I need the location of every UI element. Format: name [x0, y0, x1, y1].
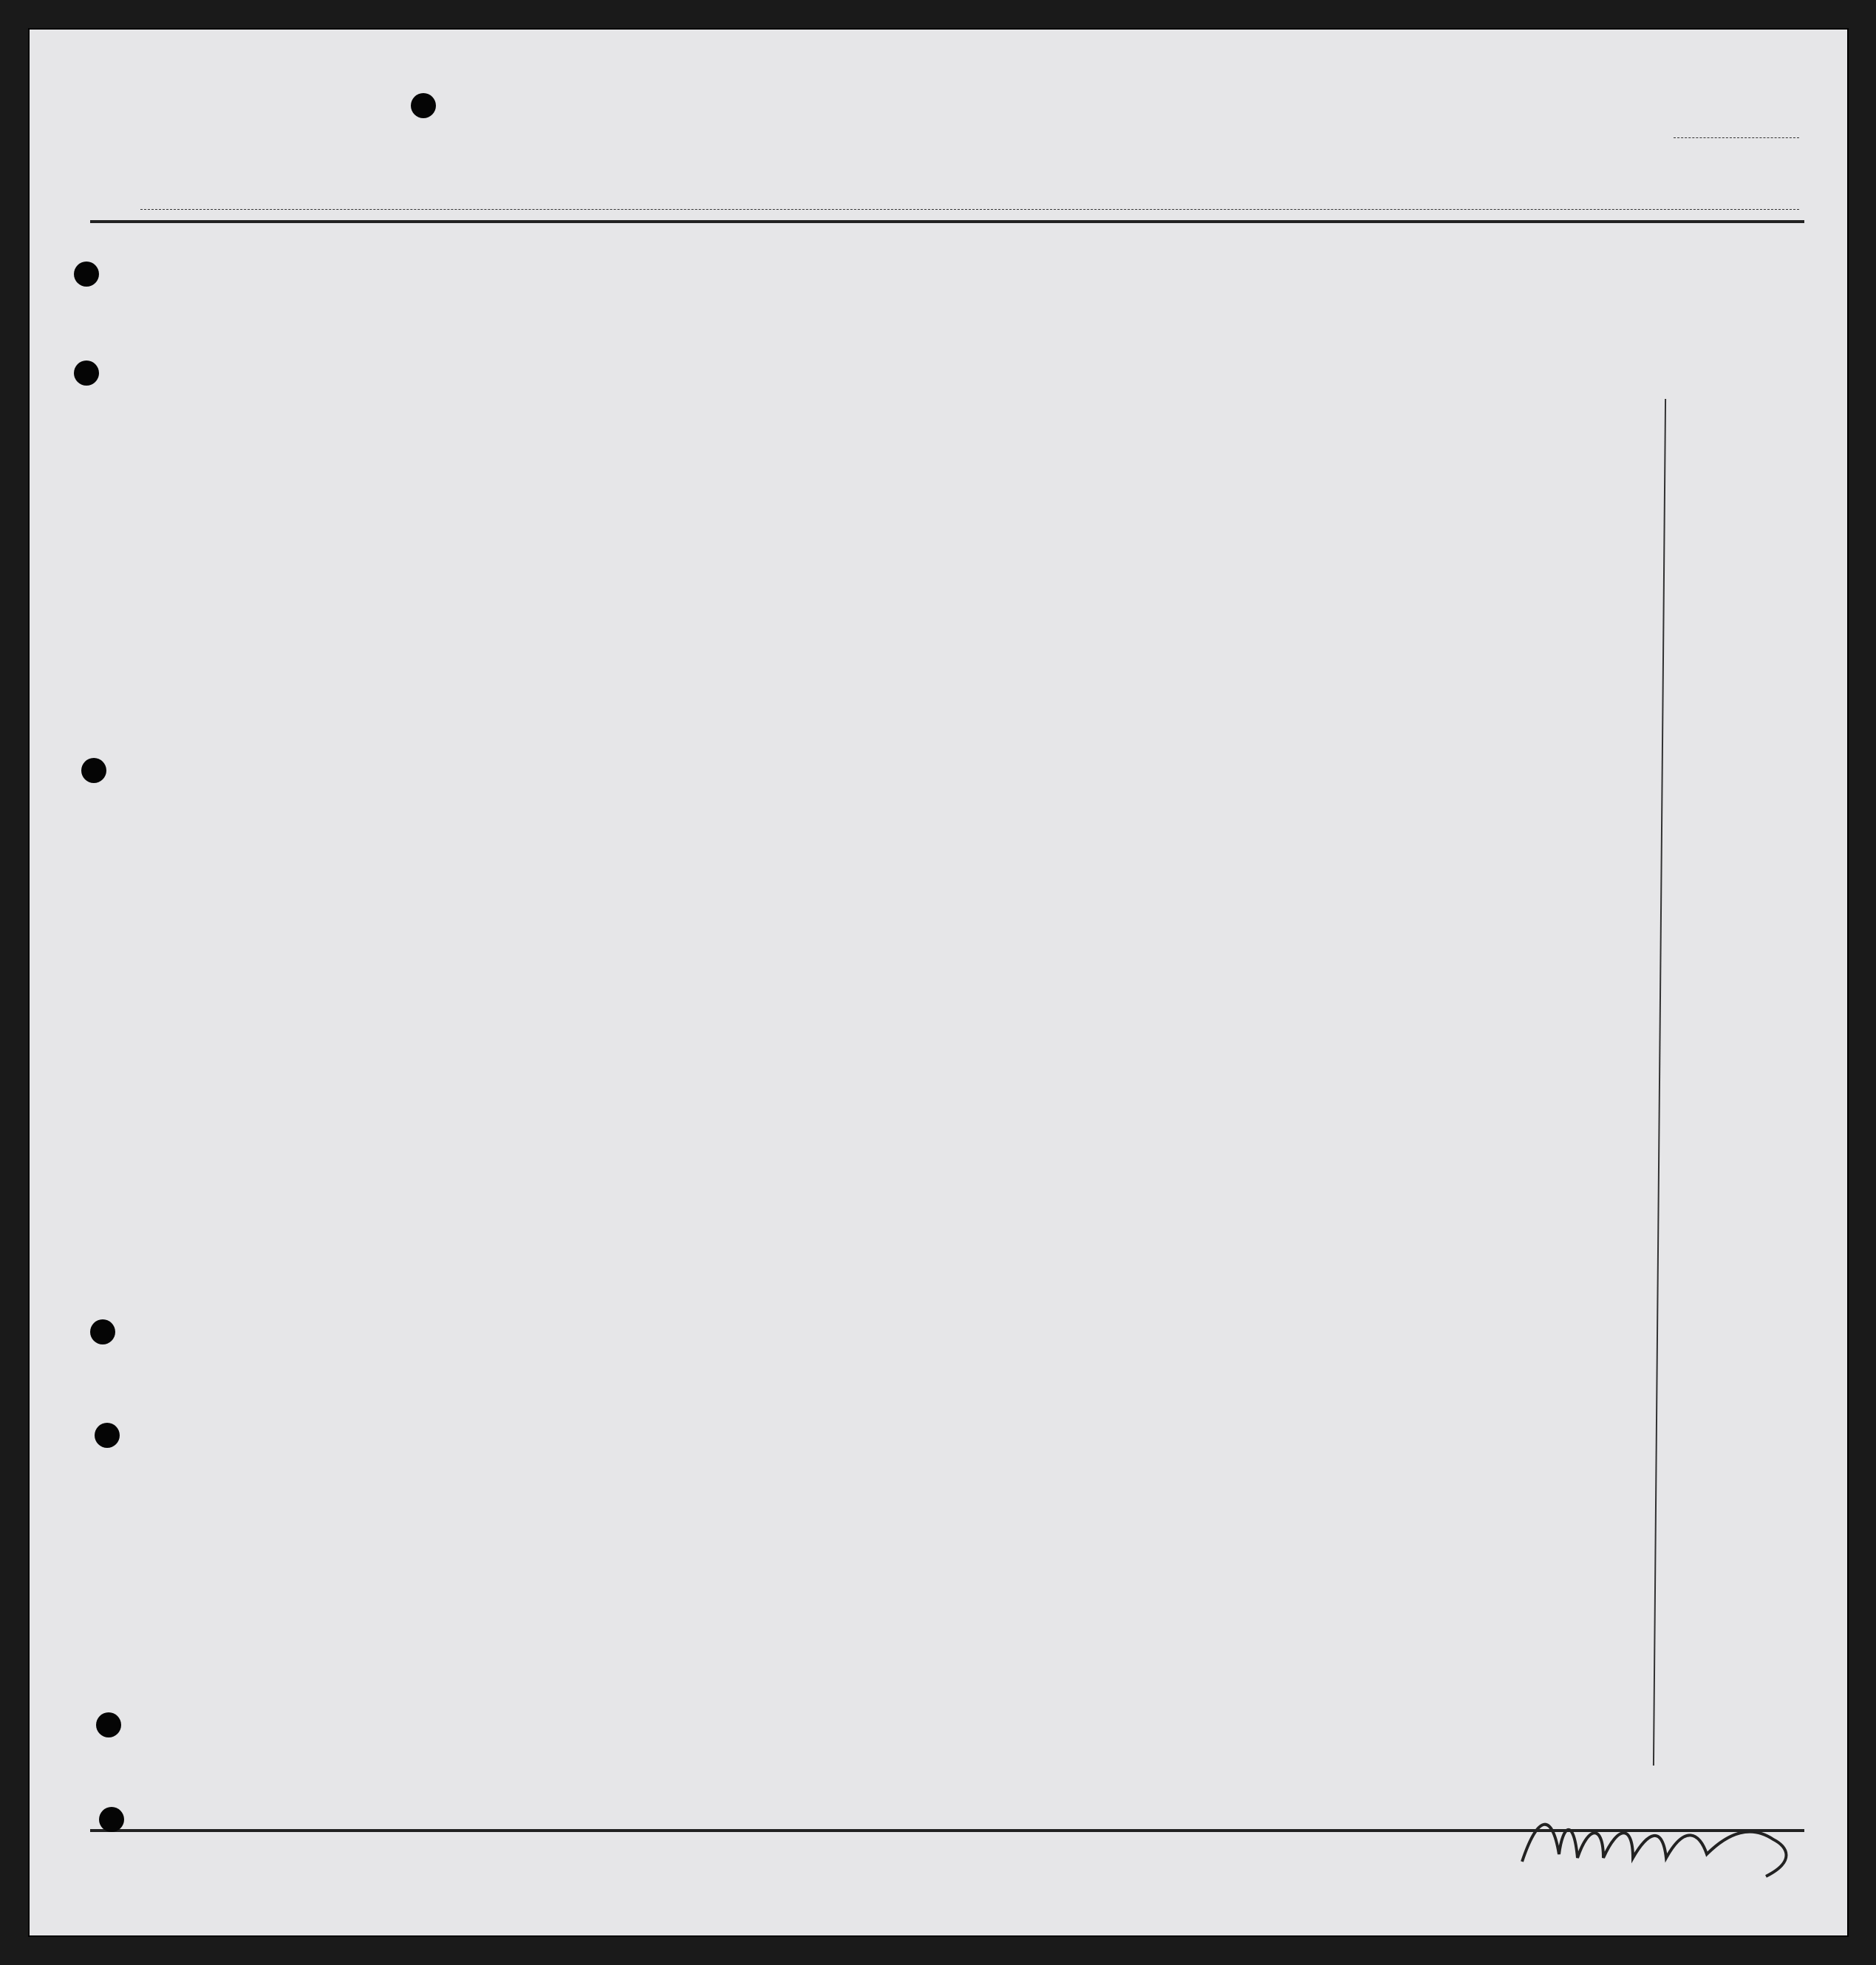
binder-hole: [96, 1712, 121, 1737]
binder-hole: [74, 262, 99, 287]
binder-hole: [95, 1423, 120, 1448]
officer-signature: [1507, 1795, 1818, 1884]
binder-hole: [411, 93, 436, 118]
binder-hole: [90, 1319, 115, 1344]
binder-hole: [81, 758, 106, 783]
binder-hole: [99, 1807, 124, 1832]
binder-hole: [74, 360, 99, 386]
manifest-sheet: [30, 30, 1847, 1935]
